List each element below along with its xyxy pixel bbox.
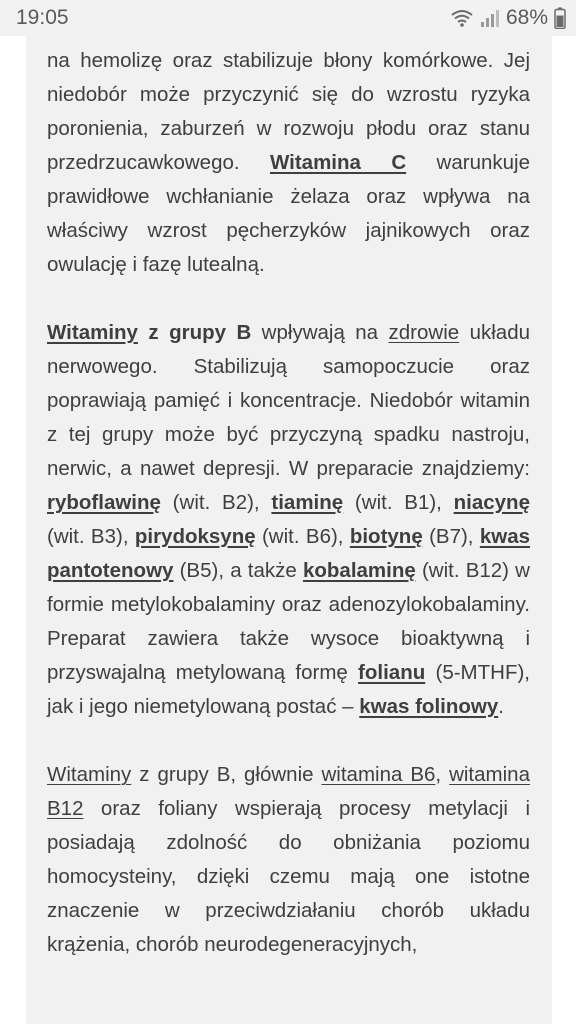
article-scroll-area[interactable] [26,36,552,1024]
link-biotyne[interactable]: biotynę [349,525,423,548]
link-tiamine[interactable]: tiaminę [271,491,344,514]
text-segment: (B7), [422,525,480,548]
link-kwas-folinowy[interactable]: kwas folinowy [359,695,499,718]
status-icons [450,6,566,30]
text-segment: (wit. B12) w formie metylokobalaminy oraz adenozylokobalaminy. Preparat zawiera także wysoce bioaktywną i przyswajalną metylowaną formę [47,559,530,684]
paragraph-methylation [47,758,530,962]
link-folianu[interactable]: folianu [358,661,426,684]
battery-icon [554,7,566,29]
text-segment: (wit. B6), [255,525,350,548]
text-segment: (wit. B3), [47,525,135,548]
link-witamina-b6[interactable]: witamina B6 [321,763,436,786]
battery-label: 68% [505,6,548,29]
link-witamina-b12[interactable]: witamina B12 [47,763,530,820]
text-segment: warunkuje prawidłowe wchłanianie żelaza oraz wpływa na właściwy wzrost pęcherzyków jajnikowych oraz owulację i fazę lutealną. [47,151,530,276]
signal-icon [480,8,500,28]
link-witamina-c[interactable]: Witamina C [269,151,407,174]
paragraph-vitamin-e-c [47,44,530,282]
text-segment: układu nerwowego. Stabilizują samopoczucie oraz poprawiają pamięć i koncentracje. Niedobór witamin z tej grupy może być przyczyną spadku nastroju, nerwic, a nawet depresji. W preparacie znajdziemy: [47,321,530,480]
text-segment: z grupy B, głównie [131,763,322,786]
link-ryboflawine[interactable]: ryboflawinę [47,491,161,514]
text-segment: wpływają na [251,321,389,344]
text-segment: (wit. B2), [160,491,272,514]
article-body [47,44,530,962]
link-witaminy[interactable]: Witaminy [47,321,138,344]
status-bar [0,0,576,36]
link-kobalamine[interactable]: kobalaminę [302,559,416,582]
text-segment: oraz foliany wspierają procesy metylacji i posiadają zdolność do obniżania poziomu homocysteiny, dzięki czemu mają one istotne znaczenie w przeciwdziałaniu chorób układu krążenia, chorób neurodegeneracyjnych, [47,797,530,956]
left-gutter [0,36,26,1024]
paragraph-vitamins-b [47,316,530,724]
text-z-grupy-b: z grupy B [137,321,252,344]
text-segment: (5-MTHF), jak i jego niemetylowaną postać – [47,661,530,718]
text-segment: (wit. B1), [343,491,454,514]
wifi-icon [450,8,474,28]
text-segment: . [498,695,504,718]
text-segment: na hemolizę oraz stabilizuje błony komórkowe. Jej niedobór może przyczynić się do wzrostu ryzyka poronienia, zaburzeń w rozwoju płodu oraz stanu przedrzucawkowego. [47,49,530,174]
link-witaminy-2[interactable]: Witaminy [47,763,132,786]
text-segment: (B5), a także [173,559,303,582]
link-kwas-pantotenowy[interactable]: kwas pantotenowy [47,525,530,582]
link-zdrowie[interactable]: zdrowie [388,321,460,344]
status-time: 19:05 [16,6,69,29]
text-segment: , [435,763,450,786]
link-pirydoksyne[interactable]: pirydoksynę [134,525,256,548]
link-niacyne[interactable]: niacynę [453,491,530,514]
